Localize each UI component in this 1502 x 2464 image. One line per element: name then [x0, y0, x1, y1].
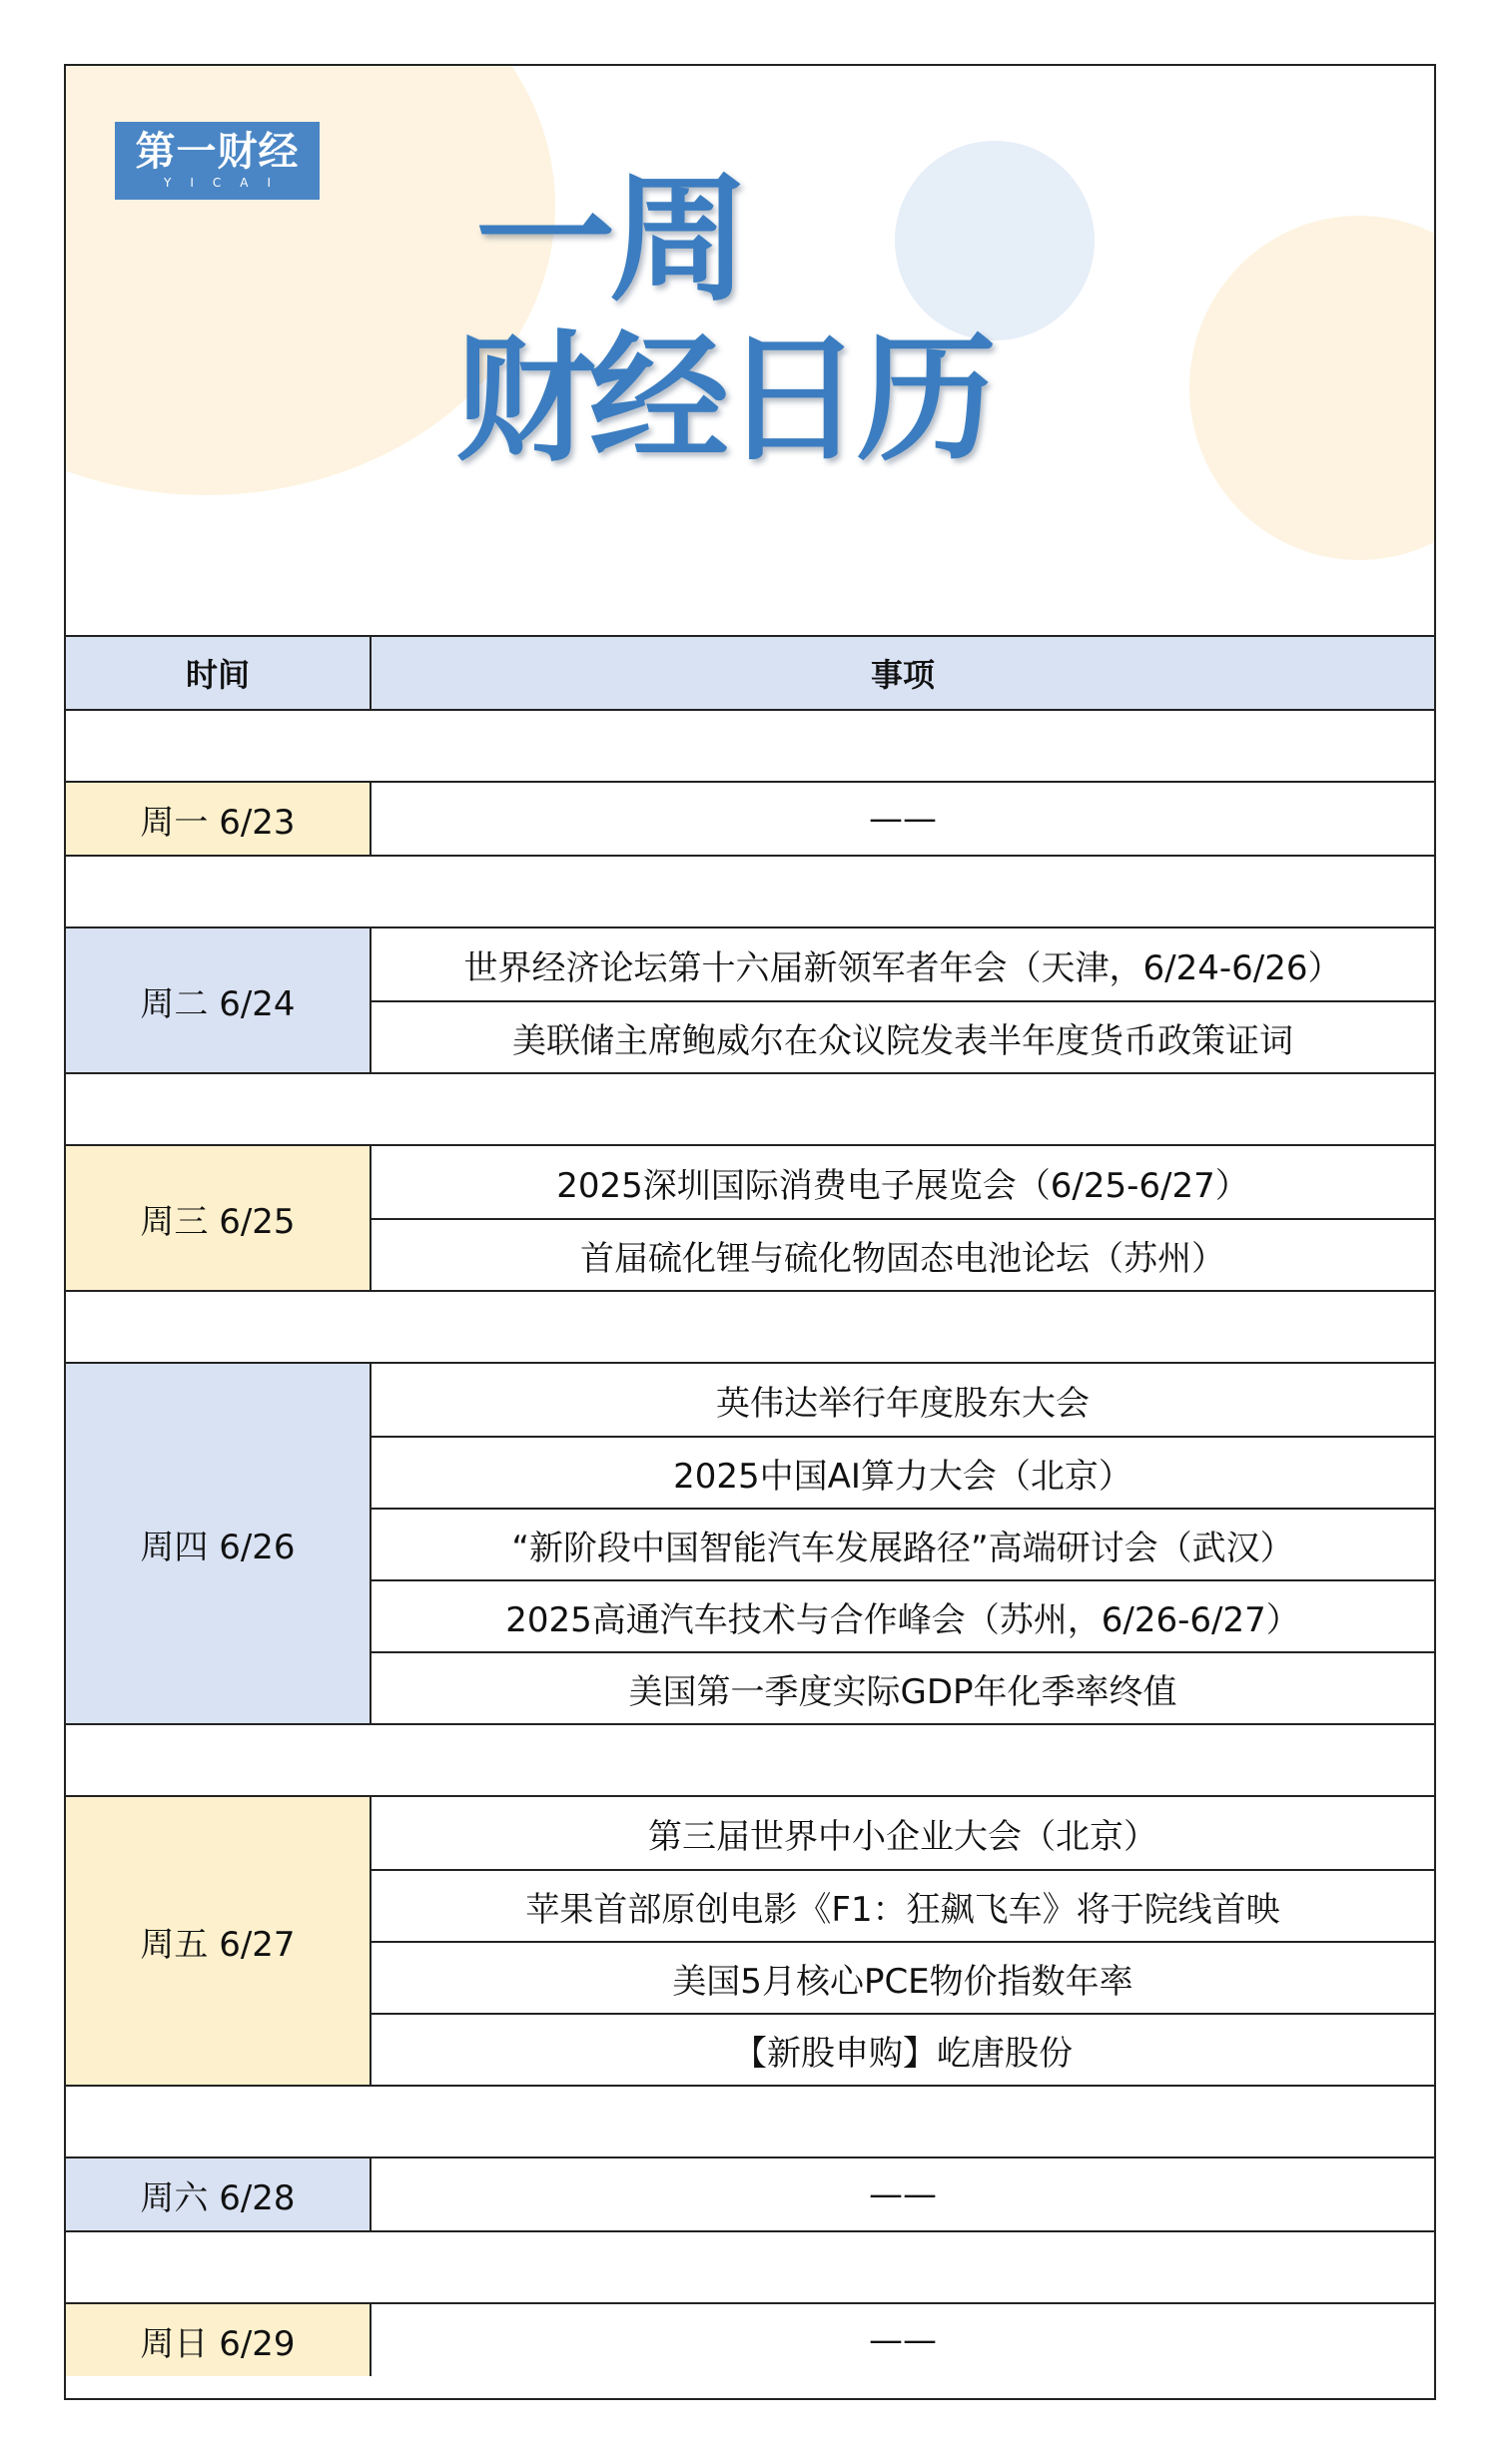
- spacer-row: [66, 709, 1434, 781]
- spacer-row: [66, 1290, 1434, 1362]
- event-item: 美国第一季度实际GDP年化季率终值: [372, 1651, 1434, 1723]
- event-item: 2025中国AI算力大会（北京）: [372, 1436, 1434, 1508]
- day-group: [66, 781, 1434, 855]
- day-group: [66, 926, 1434, 1072]
- day-label: 周六 6/28: [66, 2158, 372, 2230]
- event-item: ——: [869, 2174, 937, 2214]
- calendar-table: [66, 635, 1434, 2376]
- event-item: ——: [869, 799, 937, 839]
- day-label: 周三 6/25: [66, 1146, 372, 1290]
- spacer-row: [66, 1723, 1434, 1795]
- day-label: 周一 6/23: [66, 783, 372, 855]
- day-events: [372, 783, 1434, 855]
- day-label: 周四 6/26: [66, 1364, 372, 1723]
- spacer-row: [66, 855, 1434, 926]
- header: [66, 66, 1434, 635]
- title-line1: 一周: [475, 159, 744, 321]
- yicai-logo: [115, 122, 320, 200]
- day-group: [66, 1795, 1434, 2085]
- event-item: 英伟达举行年度股东大会: [716, 1383, 1090, 1424]
- day-events: [372, 1797, 1434, 2085]
- title-line2: 财经日历: [455, 318, 992, 481]
- header-time: 时间: [66, 637, 372, 709]
- event-item: 2025深圳国际消费电子展览会（6/25-6/27）: [556, 1165, 1249, 1206]
- day-events: [372, 1364, 1434, 1723]
- event-item: “新阶段中国智能汽车发展路径”高端研讨会（武汉）: [372, 1508, 1434, 1579]
- day-events: [372, 928, 1434, 1072]
- event-item: 美国5月核心PCE物价指数年率: [372, 1941, 1434, 2013]
- event-item: 2025高通汽车技术与合作峰会（苏州，6/26-6/27）: [372, 1579, 1434, 1651]
- spacer-row: [66, 1072, 1434, 1144]
- event-item: 美联储主席鲍威尔在众议院发表半年度货币政策证词: [372, 1000, 1434, 1072]
- day-label: 周二 6/24: [66, 928, 372, 1072]
- event-item: 【新股申购】屹唐股份: [372, 2013, 1434, 2085]
- event-item: 首届硫化锂与硫化物固态电池论坛（苏州）: [372, 1218, 1434, 1290]
- spacer-row: [66, 2085, 1434, 2156]
- day-group: [66, 1362, 1434, 1723]
- spacer-row: [66, 2230, 1434, 2302]
- logo-en-text: YICAI: [164, 176, 290, 190]
- day-group: [66, 2302, 1434, 2376]
- day-events: [372, 1146, 1434, 1290]
- logo-cn-text: 第一财经: [135, 129, 300, 175]
- event-item: 世界经济论坛第十六届新领军者年会（天津，6/24-6/26）: [463, 947, 1342, 988]
- decor-circle: [1189, 216, 1434, 560]
- decor-circle: [895, 141, 1095, 340]
- day-group: [66, 2156, 1434, 2230]
- header-item: 事项: [372, 637, 1434, 709]
- day-label: 周五 6/27: [66, 1797, 372, 2085]
- day-events: [372, 2304, 1434, 2376]
- day-events: [372, 2158, 1434, 2230]
- event-item: 苹果首部原创电影《F1：狂飙飞车》将于院线首映: [372, 1869, 1434, 1941]
- event-item: ——: [869, 2320, 937, 2360]
- day-label: 周日 6/29: [66, 2304, 372, 2376]
- calendar-frame: [64, 64, 1436, 2400]
- day-group: [66, 1144, 1434, 1290]
- table-header-row: [66, 635, 1434, 709]
- event-item: 第三届世界中小企业大会（北京）: [648, 1816, 1157, 1857]
- table-body: [66, 709, 1434, 2376]
